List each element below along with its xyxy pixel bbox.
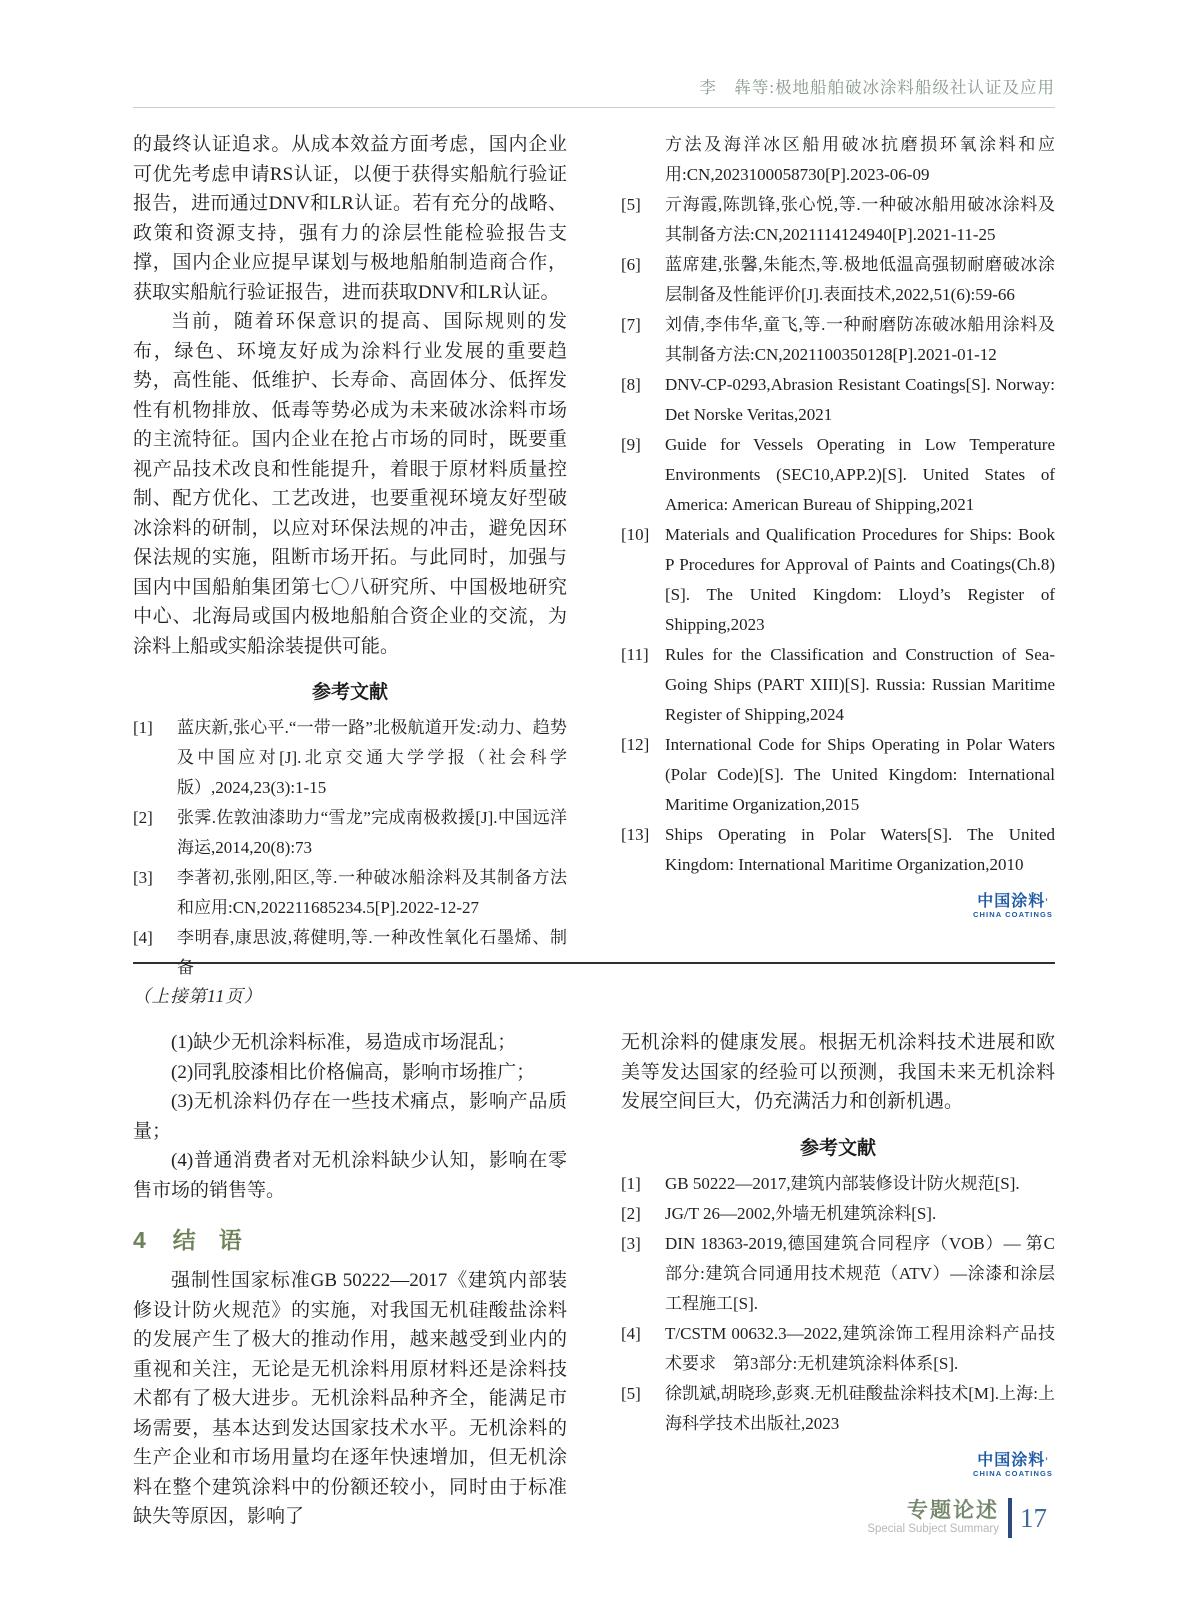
reference-number: [12] [621,735,650,754]
references-heading: 参考文献 [799,1137,876,1159]
footer-section-title-en: Special Subject Summary [867,1523,999,1535]
reference-text: 方法及海洋冰区船用破冰抗磨损环氧涂料和应用:CN,2023100058730[P].2023-06-09 [665,135,1055,184]
running-title: 李 犇等:极地船舶破冰涂料船级社认证及应用 [699,78,1055,97]
logo-cn-text: 中国涂料 [977,893,1046,910]
reference-item [621,730,1055,820]
reference-text: 蓝庆新,张心平.“一带一路”北极航道开发:动力、趋势及中国应对[J].北京交通大学学报（社会科学版）,2024,23(3):1-15 [177,718,567,797]
numbered-point: (3)无机涂料仍存在一些技术痛点，影响产品质量； [133,1091,567,1142]
page-number: 17 [1020,1503,1047,1533]
running-header [133,74,1055,108]
reference-text: 亓海霞,陈凯锋,张心悦,等.一种破冰船用破冰涂料及其制备方法:CN,2021114124940[P].2021-11-25 [665,195,1055,244]
reference-text: T/CSTM 00632.3—2022,建筑涂饰工程用涂料产品技术要求 第3部分:无机建筑涂料体系[S]. [665,1323,1055,1373]
reference-item [621,1379,1055,1439]
reference-text: DIN 18363-2019,德国建筑合同程序（VOB）— 第C部分:建筑合同通用技术规范（ATV）—涂漆和涂层工程施工[S]. [665,1233,1055,1313]
reference-item [621,310,1055,370]
paragraph: 强制性国家标准GB 50222—2017《建筑内部装修设计防火规范》的实施，对我国无机硅酸盐涂料的发展产生了极大的推动作用，越来越受到业内的重视和关注，无论是无机涂料用原材料还是涂料技术都有了极大进步。无机涂料品种齐全，能满足市场需要，基本达到发达国家技术水平。无机涂料的生产企业和市场用量均在逐年快速增加，但无机涂料在整个建筑涂料中的份额还较小，同时由于标准缺失等原因，影响了 [133,1270,567,1527]
reference-item-continuation [621,130,1055,190]
logo-cn-text: 中国涂料 [977,1451,1046,1469]
logo-trademark-mark: ’ [1045,1455,1049,1466]
reference-number: [11] [621,645,649,664]
reference-number: [2] [621,1203,641,1223]
reference-item [621,1199,1055,1229]
reference-number: [4] [133,928,153,947]
numbered-point: (1)缺少无机涂料标准，易造成市场混乱； [171,1032,517,1053]
reference-text: Rules for the Classification and Construction of Sea-Going Ships (PART XIII)[S]. Russia: Russian Maritime Register of Shipping,2024 [665,645,1055,724]
article-divider-line [133,962,1055,964]
reference-item [621,1319,1055,1379]
reference-number: [10] [621,525,650,544]
china-coatings-logo [973,1453,1053,1479]
reference-number: [5] [621,1383,641,1403]
reference-item [621,640,1055,730]
reference-number: [4] [621,1323,641,1343]
reference-text: GB 50222—2017,建筑内部装修设计防火规范[S]. [665,1173,1020,1193]
reference-text: 徐凯斌,胡晓珍,彭爽.无机硅酸盐涂料技术[M].上海:上海科学技术出版社,2023 [665,1383,1055,1433]
reference-number: [3] [133,868,153,887]
reference-text: DNV-CP-0293,Abrasion Resistant Coatings[S]. Norway: Det Norske Veritas,2021 [665,375,1055,424]
reference-text: 李著初,张刚,阳区,等.一种破冰船涂料及其制备方法和应用:CN,202211685234.5[P].2022-12-27 [177,868,567,917]
china-coatings-logo [973,894,1053,920]
reference-item [133,803,567,863]
conclusion-heading-title: 结 语 [172,1227,242,1253]
logo-en-text: CHINA COATINGS [973,1468,1053,1478]
footer-section-title-cn: 专题论述 [907,1499,999,1522]
continuation-note: （上接第11页） [133,986,263,1006]
reference-number: [3] [621,1233,641,1253]
reference-number: [5] [621,195,641,214]
reference-item [621,190,1055,250]
reference-item [621,370,1055,430]
references-heading: 参考文献 [311,682,388,703]
reference-text: Materials and Qualification Procedures for Ships: Book P Procedures for Approval of Paints and Coatings(Ch.8)[S]. The United Kingdom: Lloyd’s Register of Shipping,2023 [665,525,1055,634]
reference-number: [13] [621,825,650,844]
reference-number: [7] [621,315,641,334]
conclusion-heading [133,1222,567,1255]
reference-text: Guide for Vessels Operating in Low Temperature Environments (SEC10,APP.2)[S]. United States of America: American Bureau of Shipping,2021 [665,435,1055,514]
reference-text: 张霁.佐敦油漆助力“雪龙”完成南极救援[J].中国远洋海运,2014,20(8):73 [177,808,567,857]
reference-number: [2] [133,808,153,827]
reference-text: Ships Operating in Polar Waters[S]. The United Kingdom: International Maritime Organization,2010 [665,825,1055,874]
article2-left-column [133,1028,567,1532]
reference-number: [1] [133,718,153,737]
numbered-point: (4)普通消费者对无机涂料缺少认知，影响在零售市场的销售等。 [133,1150,567,1201]
reference-item [621,820,1055,880]
reference-item [621,250,1055,310]
logo-trademark-mark: ’ [1045,897,1049,907]
article1-left-column [133,130,567,983]
reference-item [621,430,1055,520]
article1-right-column [621,130,1055,983]
reference-item [621,520,1055,640]
reference-text: International Code for Ships Operating in Polar Waters (Polar Code)[S]. The United Kingdom: International Maritime Organization,2015 [665,735,1055,814]
reference-number: [9] [621,435,641,454]
paragraph: 当前，随着环保意识的提高、国际规则的发布，绿色、环境友好成为涂料行业发展的重要趋势，高性能、低维护、长寿命、高固体分、低挥发性有机物排放、低毒等势必成为未来破冰涂料市场的主流特征。国内企业在抢占市场的同时，既要重视产品技术改良和性能提升，着眼于原材料质量控制、配方优化、工艺改进，也要重视环境友好型破冰涂料的研制，以应对环保法规的冲击，避免因环保法规的实施，阻断市场开拓。与此同时，加强与国内中国船舶集团第七〇八研究所、中国极地研究中心、北海局或国内极地船舶合资企业的交流，为涂料上船或实船涂装提供可能。 [133,311,567,657]
reference-text: 蓝席建,张馨,朱能杰,等.极地低温高强韧耐磨破冰涂层制备及性能评价[J].表面技术,2022,51(6):59-66 [665,255,1055,304]
reference-number: [6] [621,255,641,274]
page-footer [867,1498,1047,1538]
numbered-point: (2)同乳胶漆相比价格偏高，影响市场推广； [171,1061,536,1083]
paragraph: 无机涂料的健康发展。根据无机涂料技术进展和欧美等发达国家的经验可以预测，我国未来无机涂料发展空间巨大，仍充满活力和创新机遇。 [621,1032,1055,1112]
reference-number: [1] [621,1173,641,1193]
reference-item [621,1169,1055,1199]
reference-text: 刘倩,李伟华,童飞,等.一种耐磨防冻破冰船用涂料及其制备方法:CN,2021100350128[P].2021-01-12 [665,315,1055,364]
paragraph: 的最终认证追求。从成本效益方面考虑，国内企业可优先考虑申请RS认证，以便于获得实船航行验证报告，进而通过DNV和LR认证。若有充分的战略、政策和资源支持，强有力的涂层性能检验报告支撑，国内企业应提早谋划与极地船舶制造商合作，获取实船航行验证报告，进而获取DNV和LR认证。 [133,134,567,303]
reference-item [133,923,567,983]
article2-right-column [621,1028,1055,1532]
footer-divider-bar [1008,1498,1012,1538]
logo-en-text: CHINA COATINGS [973,910,1053,919]
reference-item [133,863,567,923]
conclusion-heading-number: 4 [133,1227,146,1253]
article1-section [133,130,1055,983]
reference-item [621,1229,1055,1319]
reference-item [133,713,567,803]
reference-text: JG/T 26—2002,外墙无机建筑涂料[S]. [665,1203,937,1223]
article2-section [133,1028,1055,1532]
reference-number: [8] [621,375,641,394]
reference-text: 李明春,康思波,蒋健明,等.一种改性氧化石墨烯、制备 [177,928,567,977]
